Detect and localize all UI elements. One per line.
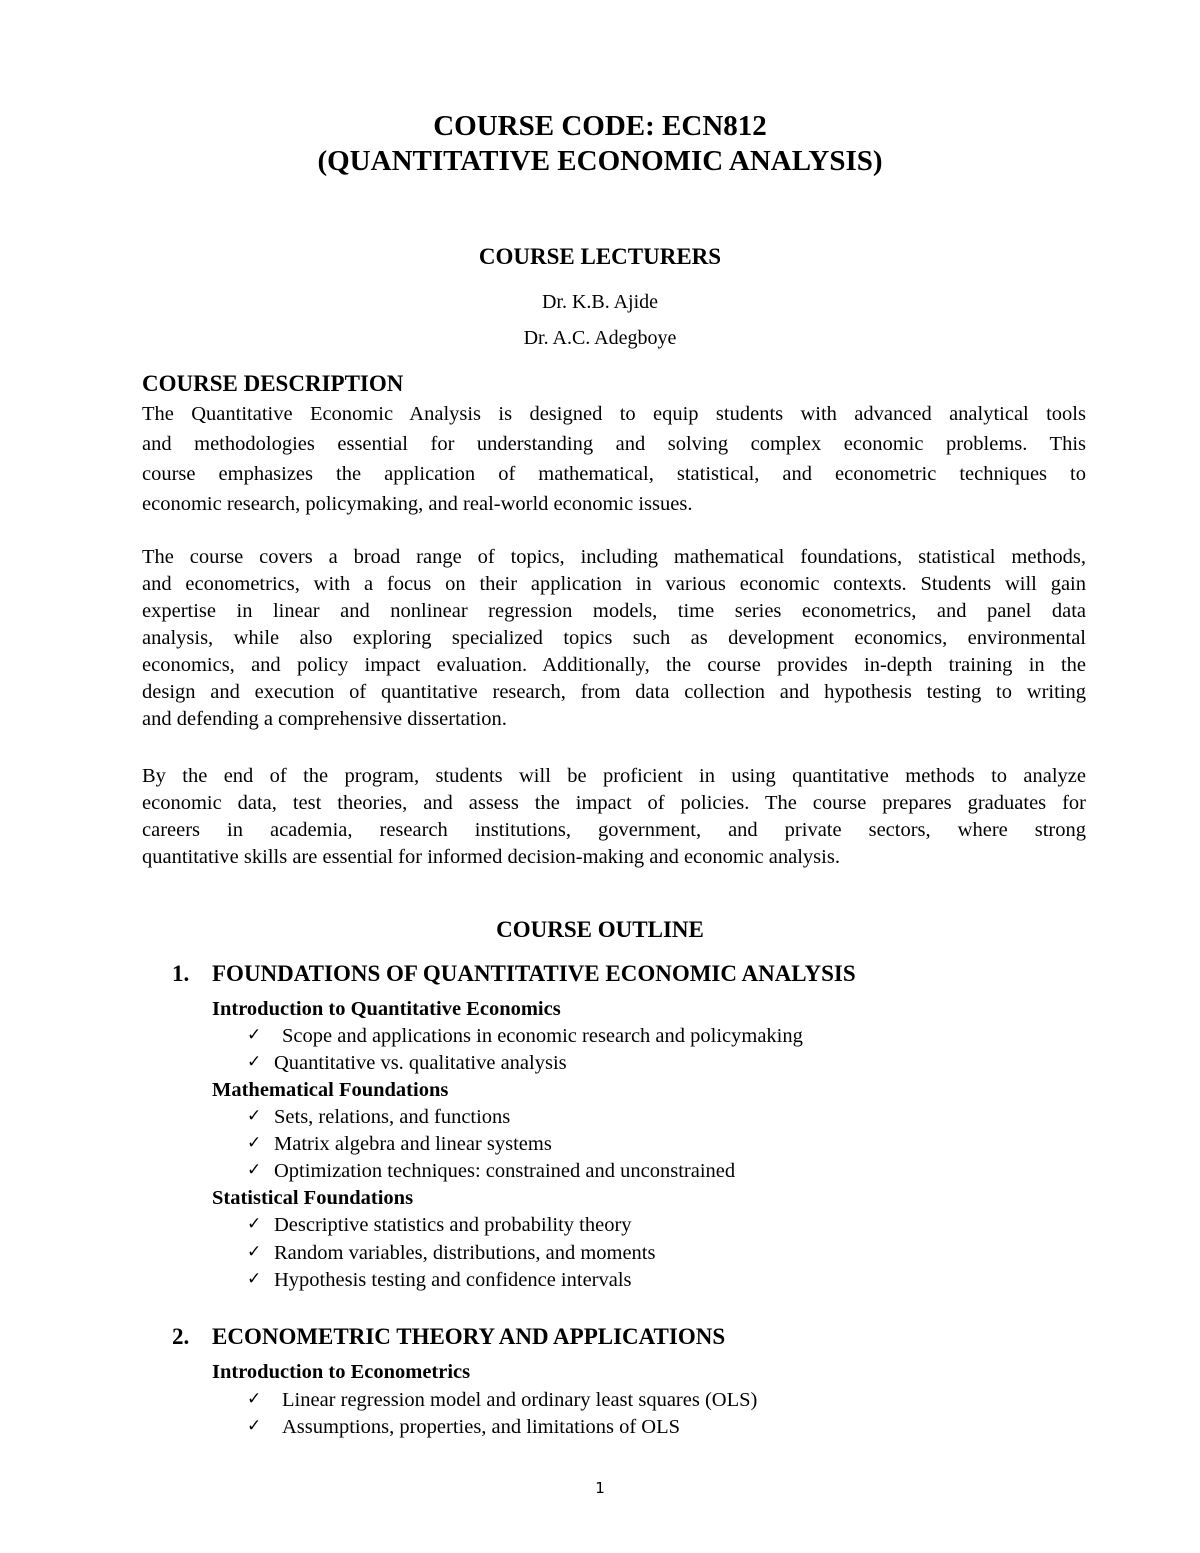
checkmark-icon: ✓ <box>247 1106 262 1126</box>
paragraph-line: careers in academia, research institutions, government, and private sectors, where strong <box>142 819 1086 841</box>
paragraph-line: and methodologies essential for understanding and solving complex economic problems. This <box>142 433 1086 455</box>
outline-item: Linear regression model and ordinary least squares (OLS) <box>282 1389 758 1411</box>
outline-item: Random variables, distributions, and moments <box>274 1242 656 1264</box>
section-title: ECONOMETRIC THEORY AND APPLICATIONS <box>212 1324 726 1349</box>
description-paragraph <box>142 401 1086 518</box>
paragraph-line: By the end of the program, students will be proficient in using quantitative methods to analyze <box>142 765 1086 787</box>
outline-item: Quantitative vs. qualitative analysis <box>274 1052 567 1074</box>
subsection-title: Mathematical Foundations <box>212 1079 449 1101</box>
lecturers-heading: COURSE LECTURERS <box>478 244 722 269</box>
paragraph-line: and defending a comprehensive dissertation. <box>142 708 507 730</box>
outline-heading: COURSE OUTLINE <box>496 917 704 942</box>
checkmark-icon: ✓ <box>247 1214 262 1234</box>
checkmark-icon: ✓ <box>247 1160 262 1180</box>
subsection-title: Introduction to Econometrics <box>212 1361 471 1383</box>
paragraph-line: economics, and policy impact evaluation. Additionally, the course provides in-depth training in the <box>142 654 1086 676</box>
paragraph-line: design and execution of quantitative research, from data collection and hypothesis testing to writing <box>142 681 1086 703</box>
outline-item: Descriptive statistics and probability theory <box>274 1214 632 1236</box>
outline-item: Matrix algebra and linear systems <box>274 1133 552 1155</box>
paragraph-line: analysis, while also exploring specialized topics such as development economics, environmental <box>142 627 1086 649</box>
paragraph-line: and econometrics, with a focus on their application in various economic contexts. Students will gain <box>142 573 1086 595</box>
checkmark-icon: ✓ <box>247 1052 262 1072</box>
checkmark-icon: ✓ <box>247 1269 262 1289</box>
section-title: FOUNDATIONS OF QUANTITATIVE ECONOMIC ANALYSIS <box>212 961 856 986</box>
course-code-title: COURSE CODE: ECN812 <box>433 110 767 142</box>
paragraph-line: economic research, policymaking, and real-world economic issues. <box>142 493 693 515</box>
subsection-title: Introduction to Quantitative Economics <box>212 998 561 1020</box>
outline-item: Optimization techniques: constrained and unconstrained <box>274 1160 736 1182</box>
description-paragraph <box>142 544 1086 733</box>
paragraph-line: economic data, test theories, and assess the impact of policies. The course prepares graduates for <box>142 792 1086 814</box>
description-heading: COURSE DESCRIPTION <box>142 371 404 396</box>
checkmark-icon: ✓ <box>247 1416 262 1436</box>
outline-item: Hypothesis testing and confidence intervals <box>274 1269 632 1291</box>
lecturer-name: Dr. A.C. Adegboye <box>523 327 677 349</box>
section-number: 1. <box>172 961 190 986</box>
checkmark-icon: ✓ <box>247 1242 262 1262</box>
lecturer-name: Dr. K.B. Ajide <box>541 291 659 313</box>
section-number: 2. <box>172 1324 190 1349</box>
paragraph-line: quantitative skills are essential for informed decision-making and economic analysis. <box>142 846 840 868</box>
checkmark-icon: ✓ <box>247 1389 262 1409</box>
paragraph-line: expertise in linear and nonlinear regression models, time series econometrics, and panel data <box>142 600 1086 622</box>
paragraph-line: The course covers a broad range of topics, including mathematical foundations, statistical methods, <box>142 546 1086 568</box>
paragraph-line: The Quantitative Economic Analysis is designed to equip students with advanced analytical tools <box>142 403 1086 425</box>
page-number: 1 <box>595 1479 605 1497</box>
description-paragraph <box>142 763 1086 871</box>
outline-item: Scope and applications in economic research and policymaking <box>282 1025 803 1047</box>
checkmark-icon: ✓ <box>247 1133 262 1153</box>
paragraph-line: course emphasizes the application of mathematical, statistical, and econometric techniques to <box>142 463 1086 485</box>
subsection-title: Statistical Foundations <box>212 1187 414 1209</box>
checkmark-icon: ✓ <box>247 1025 262 1045</box>
outline-item: Sets, relations, and functions <box>274 1106 511 1128</box>
outline-item: Assumptions, properties, and limitations of OLS <box>282 1416 681 1438</box>
course-name-title: (QUANTITATIVE ECONOMIC ANALYSIS) <box>317 145 883 177</box>
